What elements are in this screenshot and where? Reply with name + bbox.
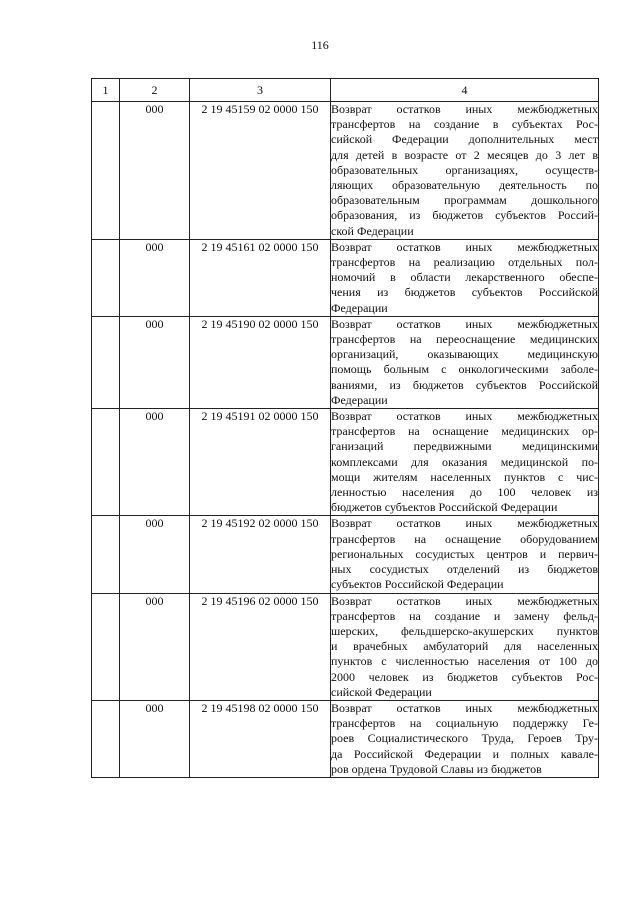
description-line: трансфертов на оснащение оборудованием — [331, 531, 598, 546]
description-line: бюджетов субъектов Российской Федерации — [331, 500, 558, 515]
admin-code-cell: 000 — [120, 102, 190, 240]
description-line: чения из бюджетов субъектов Российской — [331, 285, 598, 300]
row-number-cell — [92, 316, 120, 408]
budget-code-cell: 2 19 45192 02 0000 150 — [190, 516, 331, 593]
description-line: помощь больным с онкологическими заболе- — [331, 362, 598, 377]
row-number-cell — [92, 239, 120, 316]
description-cell — [331, 239, 599, 316]
description-line: ской Федерации — [331, 223, 414, 238]
description-line: ляющих образовательную деятельность по — [331, 178, 598, 193]
description-cell — [331, 700, 599, 777]
column-header-4: 4 — [331, 79, 599, 102]
description-cell — [331, 593, 599, 700]
description-line: Возврат остатков иных межбюджетных — [331, 700, 598, 715]
row-number-cell — [92, 593, 120, 700]
description-line: да Российской Федерации и полных кавале- — [331, 746, 598, 761]
description-line: Возврат остатков иных межбюджетных — [331, 593, 598, 608]
table-row — [92, 102, 599, 240]
table-body — [92, 102, 599, 778]
description-line: мощи жителям населенных пунктов с чис- — [331, 469, 598, 484]
description-line: организаций, оказывающих медицинскую — [331, 347, 598, 362]
admin-code-cell: 000 — [120, 239, 190, 316]
description-line: Федерации — [331, 392, 388, 407]
description-line: образовательных организациях, осуществ- — [331, 162, 598, 177]
description-line: трансфертов на создание и замену фельд- — [331, 608, 598, 623]
budget-code-cell: 2 19 45198 02 0000 150 — [190, 700, 331, 777]
row-number-cell — [92, 516, 120, 593]
description-line: для детей в возрасте от 2 месяцев до 3 лет в — [331, 147, 598, 162]
description-line: комплексами для оказания медицинской по- — [331, 454, 598, 469]
table-row — [92, 516, 599, 593]
budget-code-cell: 2 19 45159 02 0000 150 — [190, 102, 331, 240]
description-line: Федерации — [331, 300, 388, 315]
admin-code-cell: 000 — [120, 516, 190, 593]
description-line: образования, из бюджетов субъектов Россий- — [331, 208, 598, 223]
admin-code-cell: 000 — [120, 593, 190, 700]
description-line: трансфертов на оснащение медицинских ор- — [331, 424, 598, 439]
description-line: Возврат остатков иных межбюджетных — [331, 316, 598, 331]
budget-code-cell: 2 19 45190 02 0000 150 — [190, 316, 331, 408]
table-row — [92, 409, 599, 516]
description-cell — [331, 516, 599, 593]
table-row — [92, 593, 599, 700]
admin-code-cell: 000 — [120, 700, 190, 777]
description-line: ваниями, из бюджетов субъектов Российской — [331, 377, 598, 392]
description-line: ганизаций передвижными медицинскими — [331, 439, 598, 454]
description-line: 2000 человек из бюджетов субъектов Рос- — [331, 669, 598, 684]
description-line: и врачебных амбулаторий для населенных — [331, 639, 598, 654]
budget-code-cell: 2 19 45161 02 0000 150 — [190, 239, 331, 316]
budget-code-cell: 2 19 45196 02 0000 150 — [190, 593, 331, 700]
table-row — [92, 239, 599, 316]
description-line: трансфертов на социальную поддержку Ге- — [331, 716, 598, 731]
table-row — [92, 316, 599, 408]
admin-code-cell: 000 — [120, 316, 190, 408]
budget-code-cell: 2 19 45191 02 0000 150 — [190, 409, 331, 516]
description-line: роев Социалистического Труда, Героев Тру- — [331, 731, 598, 746]
budget-classification-table — [91, 78, 599, 778]
description-line: трансфертов на создание в субъектах Рос- — [331, 117, 598, 132]
column-header-1: 1 — [92, 79, 120, 102]
description-line: сийской Федерации — [331, 684, 432, 699]
description-line: Возврат остатков иных межбюджетных — [331, 409, 598, 424]
description-line: Возврат остатков иных межбюджетных — [331, 516, 598, 531]
admin-code-cell: 000 — [120, 409, 190, 516]
column-header-2: 2 — [120, 79, 190, 102]
description-line: Возврат остатков иных межбюджетных — [331, 102, 598, 116]
description-line: трансфертов на реализацию отдельных пол- — [331, 255, 598, 270]
column-header-3: 3 — [190, 79, 331, 102]
table-row — [92, 700, 599, 777]
description-line: Возврат остатков иных межбюджетных — [331, 239, 598, 254]
description-line: шерских, фельдшерско-акушерских пунктов — [331, 623, 598, 638]
row-number-cell — [92, 102, 120, 240]
description-line: ров ордена Трудовой Славы из бюджетов — [331, 761, 542, 776]
page-number: 116 — [311, 38, 329, 52]
description-line: ленностью населения до 100 человек из — [331, 485, 598, 500]
description-line: трансфертов на переоснащение медицинских — [331, 332, 598, 347]
table-header-row — [92, 79, 599, 102]
row-number-cell — [92, 700, 120, 777]
description-cell — [331, 316, 599, 408]
description-line: субъектов Российской Федерации — [331, 577, 504, 592]
row-number-cell — [92, 409, 120, 516]
description-line: сийской Федерации дополнительных мест — [331, 132, 598, 147]
description-cell — [331, 409, 599, 516]
description-cell — [331, 102, 599, 240]
description-line: номочий в области лекарственного обеспе- — [331, 270, 598, 285]
description-line: ных сосудистых отделений из бюджетов — [331, 562, 598, 577]
description-line: региональных сосудистых центров и первич- — [331, 546, 598, 561]
description-line: пунктов с численностью населения от 100 до — [331, 654, 598, 669]
description-line: образовательным программам дошкольного — [331, 193, 598, 208]
